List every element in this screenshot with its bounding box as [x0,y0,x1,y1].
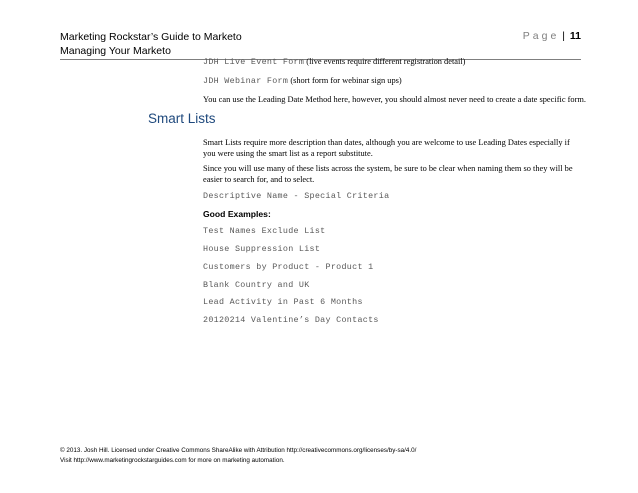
form-description: (live events require different registration detail) [304,57,466,66]
form-item-webinar [203,76,583,87]
license-line: © 2013. Josh Hill. Licensed under Creative Commons ShareAlike with Attribution http://creativecommons.org/licenses/by-sa/4.0/ [60,447,417,454]
example-item: Customers by Product - Product 1 [203,262,374,272]
running-header [60,30,242,58]
example-item: Blank Country and UK [203,280,310,290]
page-footer [60,446,416,466]
form-code: JDH Live Event Form [203,57,305,67]
smart-lists-paragraph-1: Smart Lists require more description than dates, although you are welcome to use Leading Dates especially if you were using the smart list as a report substitute. [203,138,570,158]
example-item: Lead Activity in Past 6 Months [203,297,363,307]
smart-lists-paragraph-2: Since you will use many of these lists across the system, be sure to be clear when naming them so they will be easier to search for, and to select. [203,164,573,184]
page-number: 11 [569,30,581,42]
form-code: JDH Webinar Form [203,76,289,86]
website-line: Visit http://www.marketingrockstarguides.com for more on marketing automation. [60,457,285,464]
section-heading: Smart Lists [148,111,216,126]
form-description: (short form for webinar sign ups) [288,76,402,85]
naming-pattern: Descriptive Name - Special Criteria [203,191,390,201]
book-title: Marketing Rockstar’s Guide to Marketo [60,31,242,43]
chapter-title: Managing Your Marketo [60,45,171,57]
page-number-block [523,30,581,42]
page-label: Page [522,30,560,42]
example-item: 20120214 Valentine’s Day Contacts [203,315,379,325]
examples-label: Good Examples: [203,209,271,219]
page-separator: | [562,30,565,42]
form-item-live-event [203,57,583,68]
leading-date-note: You can use the Leading Date Method here, however, you should almost never need to create a date specific form. [203,95,586,104]
example-item: House Suppression List [203,244,321,254]
example-item: Test Names Exclude List [203,226,326,236]
